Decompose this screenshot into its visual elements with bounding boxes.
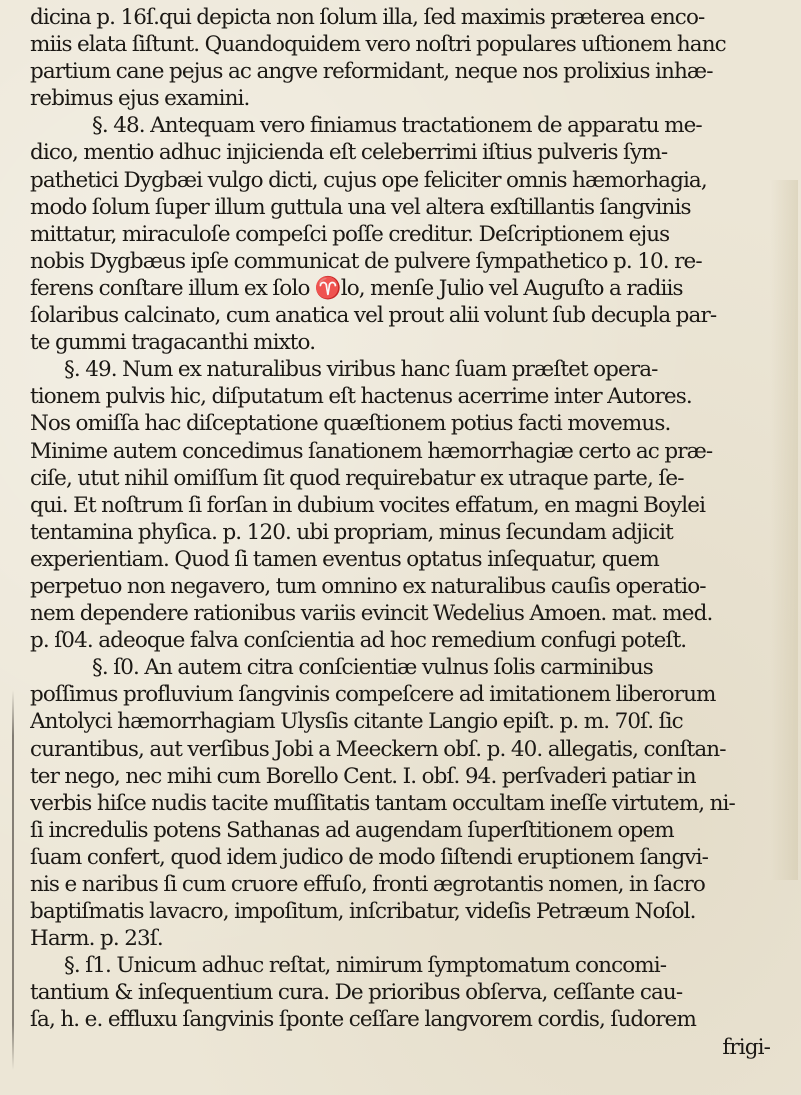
text-line: Minime autem concedimus ſanationem hæmorrhagiæ certo ac præ-	[30, 438, 713, 464]
page-text	[30, 4, 800, 1061]
text-line: Antolyci hæmorrhagiam Ulysſis citante Langio epiſt. p. m. 70ſ. ſic	[30, 709, 683, 735]
text-line: nem dependere rationibus variis evincit Wedelius Amoen. mat. med.	[30, 601, 713, 627]
text-line: tantium & inſequentium cura. De prioribus obſerva, ceſſante cau-	[30, 980, 683, 1006]
text-line: verbis hiſce nudis tacite muſſitatis tantam occultam ineſſe virtutem, ni-	[30, 790, 735, 816]
text-line: ter nego, nec mihi cum Borello Cent. I. obſ. 94. perſvaderi patiar in	[30, 763, 696, 789]
paragraph-51-start: §. ſ1. Unicum adhuc reſtat, nimirum ſymptomatum concomi-	[64, 953, 667, 979]
text-line: dicina p. 16ſ.qui depicta non ſolum illa, ſed maximis præterea enco-	[30, 5, 705, 30]
text-line: mittatur, miraculoſe compeſci poſſe creditur. Deſcriptionem ejus	[30, 221, 670, 247]
text-line: Harm. p. 23ſ.	[30, 926, 163, 952]
paragraph-49-start: §. 49. Num ex naturalibus viribus hanc ſuam præſtet opera-	[64, 357, 658, 383]
text-line: partium cane pejus ac angve reformidant, neque nos prolixius inhæ-	[30, 59, 713, 85]
text-line: curantibus, aut verſibus Jobi a Meeckern obſ. p. 40. allegatis, conſtan-	[30, 736, 726, 762]
text-line: ciſe, utut nihil omiſſum ſit quod requirebatur ex utraque parte, ſe-	[30, 465, 684, 491]
text-line: p. ſ04. adeoque falva conſcientia ad hoc remedium confugi poteſt.	[30, 628, 687, 654]
paragraph-50-start: §. ſ0. An autem citra conſcientiæ vulnus ſolis carminibus	[92, 655, 653, 681]
text-line: dico, mentio adhuc injicienda eſt celeberrimi iſtius pulveris ſym-	[30, 140, 668, 166]
text-line: nobis Dygbæus ipſe communicat de pulvere ſympathetico p. 10. re-	[30, 248, 702, 274]
paragraph-48-start: §. 48. Antequam vero finiamus tractationem de apparatu me-	[92, 113, 702, 139]
text-line: baptiſmatis lavacro, impoſitum, inſcribatur, videſis Petræum Noſol.	[30, 899, 696, 925]
text-line: ſi incredulis potens Sathanas ad augendam ſuperſtitionem opem	[30, 817, 674, 843]
text-line: experientiam. Quod ſi tamen eventus optatus inſequatur, quem	[30, 546, 659, 572]
margin-rule	[12, 690, 14, 1070]
text-line: poſſimus profluvium ſangvinis compeſcere ad imitationem liberorum	[30, 682, 716, 708]
text-line: ſuam confert, quod idem judico de modo ſiſtendi eruptionem ſangvi-	[30, 844, 708, 870]
text-line: nis e naribus ſi cum cruore effuſo, fronti ægrotantis nomen, in ſacro	[30, 872, 705, 897]
text-line: ferens conſtare illum ex ſolo ♈lo, menſe Julio vel Auguſto a radiis	[30, 275, 683, 301]
text-line: qui. Et noſtrum ſi forſan in dubium vocites effatum, en magni Boylei	[30, 492, 706, 518]
text-line: ſa, h. e. effluxu ſangvinis ſponte ceſſare langvorem cordis, ſudorem	[30, 1007, 696, 1033]
text-line: pathetici Dygbæi vulgo dicti, cujus ope feliciter omnis hæmorhagia,	[30, 167, 707, 193]
text-line: tentamina phyſica. p. 120. ubi propriam, minus ſecundam adjicit	[30, 519, 673, 545]
text-line: miis elata ſiſtunt. Quandoquidem vero noſtri populares uſtionem hanc	[30, 32, 726, 58]
text-line: Nos omiſſa hac diſceptatione quæſtionem potius facti movemus.	[30, 411, 671, 437]
text-line: tionem pulvis hic, diſputatum eſt hactenus acerrime inter Autores.	[30, 384, 692, 410]
text-line: te gummi tragacanthi mixto.	[30, 330, 316, 356]
catchword: frigi-	[722, 1034, 770, 1060]
text-line: ſolaribus calcinato, cum anatica vel prout alii volunt ſub decupla par-	[30, 303, 717, 329]
text-line: rebimus ejus examini.	[30, 86, 250, 112]
text-line: modo ſolum ſuper illum guttula una vel altera exſtillantis ſangvinis	[30, 194, 691, 220]
text-line: perpetuo non negavero, tum omnino ex naturalibus cauſis operatio-	[30, 573, 706, 599]
